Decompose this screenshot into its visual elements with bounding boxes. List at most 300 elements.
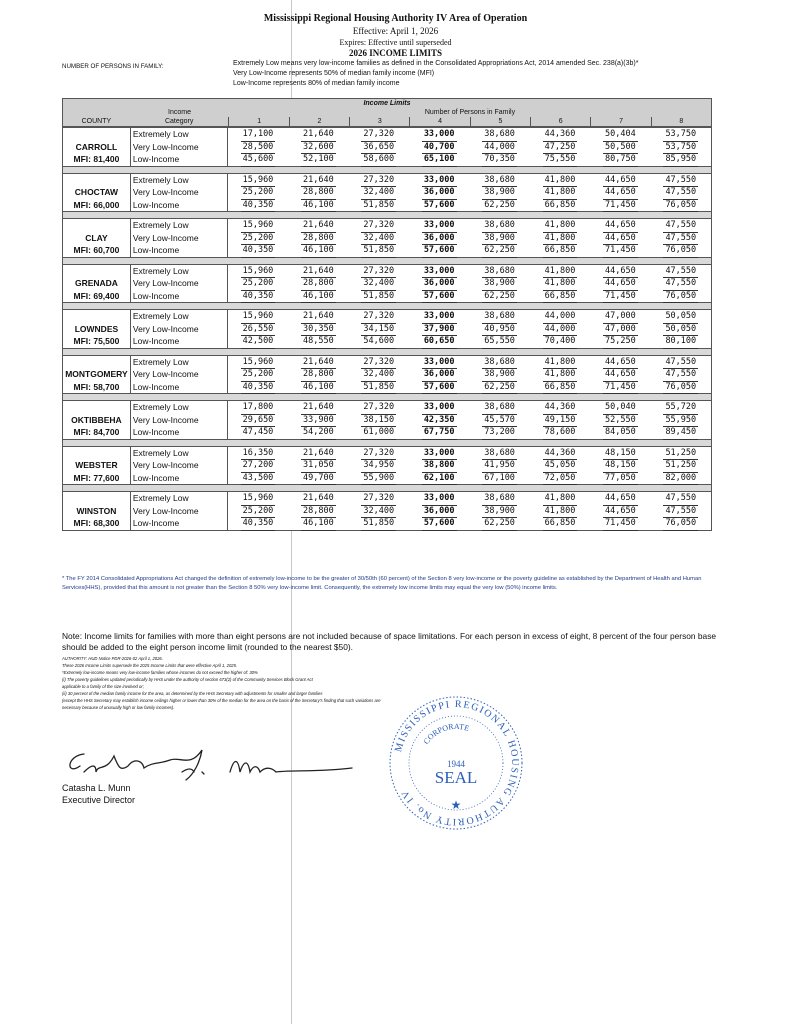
income-limit-cell bbox=[409, 517, 469, 530]
income-category: Extremely Low bbox=[130, 310, 228, 323]
county-name: OKTIBBEHA bbox=[71, 414, 122, 425]
income-limit-value: 44,360 bbox=[543, 128, 578, 142]
income-limit-cell bbox=[530, 472, 590, 485]
income-limit-value: 37,900 bbox=[422, 323, 457, 337]
income-limit-cell bbox=[590, 290, 650, 303]
income-limit-value: 27,320 bbox=[361, 174, 396, 188]
income-category: Low-Income bbox=[130, 381, 228, 394]
income-limit-cell bbox=[228, 414, 288, 427]
income-limits-table bbox=[62, 98, 712, 531]
table-row bbox=[63, 447, 711, 460]
income-limit-cell bbox=[530, 368, 590, 381]
income-limit-cell bbox=[651, 401, 711, 414]
income-limit-value: 28,800 bbox=[301, 505, 336, 519]
income-limit-cell bbox=[228, 517, 288, 530]
income-limit-cell bbox=[349, 447, 409, 460]
income-header: Income bbox=[168, 109, 191, 116]
income-limit-cell bbox=[651, 232, 711, 245]
income-limit-cell bbox=[530, 426, 590, 439]
income-limit-value: 80,750 bbox=[603, 153, 638, 167]
income-limit-value: 47,450 bbox=[241, 426, 276, 440]
income-limit-cell bbox=[349, 335, 409, 348]
income-limit-cell bbox=[469, 310, 529, 323]
income-limit-cell bbox=[530, 323, 590, 336]
income-limit-cell bbox=[288, 244, 348, 257]
income-limit-cell bbox=[530, 219, 590, 232]
income-limit-value: 40,350 bbox=[241, 244, 276, 258]
income-limit-value: 25,200 bbox=[241, 232, 276, 246]
table-row bbox=[63, 323, 711, 336]
income-limit-cell bbox=[409, 426, 469, 439]
income-limit-cell bbox=[228, 492, 288, 505]
svg-text:CORPORATE bbox=[422, 722, 471, 746]
income-limit-cell bbox=[530, 381, 590, 394]
income-limit-cell bbox=[469, 426, 529, 439]
income-limit-value: 38,680 bbox=[482, 174, 517, 188]
income-limit-value: 48,550 bbox=[301, 335, 336, 349]
income-category: Extremely Low bbox=[130, 265, 228, 278]
income-limit-value: 44,650 bbox=[603, 505, 638, 519]
income-limit-cell bbox=[530, 290, 590, 303]
income-limit-value: 58,600 bbox=[361, 153, 396, 167]
income-limit-value: 41,800 bbox=[543, 277, 578, 291]
income-limit-value: 51,850 bbox=[361, 199, 396, 213]
authority-line: (i) The poverty guidelines updated periodically by HHS under the authority of section 673(2) of the Community Services Block Grant Act bbox=[62, 677, 313, 682]
income-limit-value: 32,400 bbox=[361, 505, 396, 519]
income-limit-cell bbox=[530, 174, 590, 187]
income-limit-value: 34,150 bbox=[361, 323, 396, 337]
income-limit-value: 76,050 bbox=[663, 290, 698, 304]
income-limit-cell bbox=[288, 323, 348, 336]
income-limit-cell bbox=[530, 244, 590, 257]
income-limit-value: 82,000 bbox=[663, 472, 698, 486]
income-limit-value: 73,200 bbox=[482, 426, 517, 440]
income-limit-cell bbox=[228, 153, 288, 166]
persons-col-header: 1 bbox=[228, 117, 288, 126]
authority-line: necessary because of unusually high or low family incomes). bbox=[62, 705, 175, 710]
county-header: COUNTY bbox=[81, 118, 112, 125]
income-limit-value: 48,150 bbox=[603, 459, 638, 473]
income-limit-cell bbox=[228, 368, 288, 381]
income-limit-value: 33,000 bbox=[422, 174, 457, 188]
income-limit-cell bbox=[590, 335, 650, 348]
income-limit-cell bbox=[349, 232, 409, 245]
table-row bbox=[63, 381, 711, 394]
income-limit-cell bbox=[349, 153, 409, 166]
income-limit-cell bbox=[288, 459, 348, 472]
income-limit-value: 47,550 bbox=[663, 174, 698, 188]
income-limit-value: 44,650 bbox=[603, 368, 638, 382]
income-limit-value: 21,640 bbox=[301, 447, 336, 461]
county-block bbox=[62, 400, 712, 440]
income-limit-cell bbox=[530, 447, 590, 460]
income-limit-cell bbox=[651, 219, 711, 232]
table-row bbox=[63, 401, 711, 414]
income-limit-value: 54,200 bbox=[301, 426, 336, 440]
income-limit-value: 47,550 bbox=[663, 186, 698, 200]
persons-col-header: 4 bbox=[409, 117, 469, 126]
income-limit-value: 40,350 bbox=[241, 517, 276, 531]
income-limit-value: 47,550 bbox=[663, 232, 698, 246]
income-limit-cell bbox=[228, 219, 288, 232]
income-limit-cell bbox=[590, 356, 650, 369]
income-limit-cell bbox=[590, 174, 650, 187]
income-limit-cell bbox=[530, 232, 590, 245]
income-limit-value: 50,040 bbox=[603, 401, 638, 415]
income-limit-cell bbox=[590, 426, 650, 439]
income-limit-value: 38,150 bbox=[361, 414, 396, 428]
income-limit-cell bbox=[288, 310, 348, 323]
income-limit-value: 36,000 bbox=[422, 186, 457, 200]
income-limit-value: 44,650 bbox=[603, 356, 638, 370]
income-limit-value: 71,450 bbox=[603, 199, 638, 213]
income-limit-cell bbox=[228, 244, 288, 257]
income-limit-value: 66,850 bbox=[543, 517, 578, 531]
income-limit-value: 36,000 bbox=[422, 505, 457, 519]
income-limit-cell bbox=[590, 244, 650, 257]
income-limit-value: 62,250 bbox=[482, 381, 517, 395]
income-limit-cell bbox=[469, 505, 529, 518]
income-limit-value: 38,800 bbox=[422, 459, 457, 473]
income-limit-cell bbox=[590, 277, 650, 290]
income-limit-value: 38,680 bbox=[482, 492, 517, 506]
income-limit-value: 45,570 bbox=[482, 414, 517, 428]
income-limit-cell bbox=[590, 368, 650, 381]
income-limit-cell bbox=[590, 265, 650, 278]
income-limit-cell bbox=[651, 244, 711, 257]
income-limit-cell bbox=[228, 335, 288, 348]
persons-col-header: 3 bbox=[349, 117, 409, 126]
income-limit-value: 29,650 bbox=[241, 414, 276, 428]
income-limit-cell bbox=[409, 472, 469, 485]
table-row bbox=[63, 199, 711, 212]
income-limit-value: 66,850 bbox=[543, 290, 578, 304]
income-limit-value: 55,900 bbox=[361, 472, 396, 486]
income-limit-cell bbox=[288, 174, 348, 187]
county-block bbox=[62, 309, 712, 349]
income-limit-value: 33,000 bbox=[422, 265, 457, 279]
income-limit-value: 32,400 bbox=[361, 186, 396, 200]
income-category: Low-Income bbox=[130, 426, 228, 439]
income-limit-value: 65,550 bbox=[482, 335, 517, 349]
income-limit-cell bbox=[409, 128, 469, 141]
income-category: Low-Income bbox=[130, 335, 228, 348]
income-limit-value: 53,750 bbox=[663, 128, 698, 142]
income-limit-value: 36,000 bbox=[422, 368, 457, 382]
income-category: Extremely Low bbox=[130, 401, 228, 414]
income-limit-cell bbox=[469, 323, 529, 336]
income-limit-cell bbox=[469, 459, 529, 472]
persons-col-header: 7 bbox=[590, 117, 650, 126]
income-limit-value: 38,900 bbox=[482, 505, 517, 519]
category-header: Category bbox=[164, 118, 194, 125]
income-limit-cell bbox=[409, 505, 469, 518]
income-limit-cell bbox=[469, 128, 529, 141]
income-limit-value: 75,550 bbox=[543, 153, 578, 167]
income-limit-value: 67,750 bbox=[422, 426, 457, 440]
income-limit-value: 38,680 bbox=[482, 356, 517, 370]
income-limit-cell bbox=[651, 459, 711, 472]
income-category: Very Low-Income bbox=[130, 141, 228, 154]
income-limit-value: 47,550 bbox=[663, 505, 698, 519]
income-limit-value: 26,550 bbox=[241, 323, 276, 337]
expiration-note: Expires: Effective until superseded bbox=[339, 38, 452, 47]
income-limit-cell bbox=[530, 401, 590, 414]
income-limit-cell bbox=[590, 153, 650, 166]
income-limit-value: 77,050 bbox=[603, 472, 638, 486]
income-limit-cell bbox=[288, 414, 348, 427]
income-limit-value: 40,950 bbox=[482, 323, 517, 337]
income-limit-value: 84,050 bbox=[603, 426, 638, 440]
income-limit-value: 27,200 bbox=[241, 459, 276, 473]
income-limit-value: 46,100 bbox=[301, 517, 336, 531]
income-limit-cell bbox=[530, 335, 590, 348]
income-limit-value: 33,900 bbox=[301, 414, 336, 428]
table-row bbox=[63, 153, 711, 166]
income-category: Very Low-Income bbox=[130, 459, 228, 472]
document-subtitle: 2026 INCOME LIMITS bbox=[348, 48, 442, 58]
county-name: CLAY bbox=[85, 232, 108, 243]
income-limit-value: 33,000 bbox=[422, 356, 457, 370]
income-limit-value: 78,600 bbox=[543, 426, 578, 440]
income-limit-value: 33,000 bbox=[422, 492, 457, 506]
income-limit-value: 76,050 bbox=[663, 381, 698, 395]
table-row bbox=[63, 368, 711, 381]
county-block bbox=[62, 491, 712, 531]
income-limit-cell bbox=[590, 492, 650, 505]
authority-line: applicable to a family of the size involved or; bbox=[62, 684, 144, 689]
income-limit-value: 50,404 bbox=[603, 128, 638, 142]
income-limit-cell bbox=[651, 277, 711, 290]
income-limit-value: 27,320 bbox=[361, 310, 396, 324]
income-limit-cell bbox=[349, 244, 409, 257]
income-limit-value: 41,800 bbox=[543, 232, 578, 246]
county-block bbox=[62, 446, 712, 486]
income-limit-cell bbox=[651, 368, 711, 381]
income-limit-cell bbox=[469, 232, 529, 245]
income-limit-cell bbox=[590, 323, 650, 336]
income-limit-value: 27,320 bbox=[361, 447, 396, 461]
income-limit-value: 38,900 bbox=[482, 368, 517, 382]
income-limit-value: 31,050 bbox=[301, 459, 336, 473]
income-limit-value: 76,050 bbox=[663, 244, 698, 258]
income-limit-value: 46,100 bbox=[301, 290, 336, 304]
income-limit-cell bbox=[651, 141, 711, 154]
income-limit-value: 15,960 bbox=[241, 174, 276, 188]
income-limit-cell bbox=[651, 310, 711, 323]
income-category: Extremely Low bbox=[130, 447, 228, 460]
income-limit-cell bbox=[288, 335, 348, 348]
income-limit-value: 36,000 bbox=[422, 277, 457, 291]
income-limit-value: 71,450 bbox=[603, 517, 638, 531]
seal-outer-text: MISSISSIPPI REGIONAL HOUSING AUTHORITY No. IV bbox=[393, 698, 521, 828]
income-limit-value: 21,640 bbox=[301, 265, 336, 279]
income-limit-cell bbox=[288, 505, 348, 518]
income-limit-cell bbox=[349, 368, 409, 381]
income-limit-cell bbox=[590, 414, 650, 427]
income-limit-cell bbox=[409, 459, 469, 472]
table-row bbox=[63, 232, 711, 245]
income-limit-cell bbox=[590, 141, 650, 154]
income-limit-cell bbox=[288, 356, 348, 369]
income-limit-cell bbox=[349, 199, 409, 212]
income-limit-value: 70,350 bbox=[482, 153, 517, 167]
table-row bbox=[63, 356, 711, 369]
income-category: Low-Income bbox=[130, 472, 228, 485]
income-limit-value: 33,000 bbox=[422, 447, 457, 461]
income-limit-value: 28,800 bbox=[301, 277, 336, 291]
income-limit-value: 48,150 bbox=[603, 447, 638, 461]
income-limit-cell bbox=[288, 265, 348, 278]
income-limit-cell bbox=[469, 517, 529, 530]
income-limit-cell bbox=[530, 414, 590, 427]
county-mfi: MFI: 69,400 bbox=[73, 290, 120, 301]
income-limit-cell bbox=[651, 153, 711, 166]
income-limit-cell bbox=[409, 153, 469, 166]
authority-notes bbox=[62, 655, 392, 711]
income-limit-cell bbox=[349, 505, 409, 518]
income-limit-value: 52,550 bbox=[603, 414, 638, 428]
income-limit-value: 25,200 bbox=[241, 505, 276, 519]
income-limit-value: 27,320 bbox=[361, 401, 396, 415]
income-limit-value: 40,700 bbox=[422, 141, 457, 155]
table-row bbox=[63, 517, 711, 530]
income-limit-value: 25,200 bbox=[241, 368, 276, 382]
income-category: Low-Income bbox=[130, 153, 228, 166]
income-limit-value: 47,550 bbox=[663, 277, 698, 291]
table-banner: Income Limits bbox=[363, 100, 411, 107]
county-mfi: MFI: 75,500 bbox=[73, 336, 120, 346]
income-limit-value: 57,600 bbox=[422, 517, 457, 531]
table-row bbox=[63, 128, 711, 141]
county-name: MONTGOMERY bbox=[65, 369, 128, 379]
income-limit-value: 75,250 bbox=[603, 335, 638, 349]
income-limit-value: 33,000 bbox=[422, 310, 457, 324]
income-limit-cell bbox=[228, 426, 288, 439]
income-limit-cell bbox=[349, 401, 409, 414]
income-limit-value: 38,680 bbox=[482, 219, 517, 233]
income-limit-value: 50,500 bbox=[603, 141, 638, 155]
county-name: GRENADA bbox=[74, 278, 118, 288]
income-limit-cell bbox=[469, 401, 529, 414]
table-row bbox=[63, 414, 711, 427]
income-limit-cell bbox=[590, 505, 650, 518]
table-row bbox=[63, 426, 711, 439]
income-limit-value: 44,000 bbox=[543, 323, 578, 337]
income-limit-value: 52,100 bbox=[301, 153, 336, 167]
income-limit-cell bbox=[409, 219, 469, 232]
income-limit-cell bbox=[651, 414, 711, 427]
income-limit-value: 41,800 bbox=[543, 219, 578, 233]
income-limit-value: 15,960 bbox=[241, 356, 276, 370]
income-limit-cell bbox=[409, 414, 469, 427]
county-mfi: MFI: 81,400 bbox=[73, 154, 120, 164]
income-limit-cell bbox=[651, 186, 711, 199]
income-limit-value: 40,350 bbox=[241, 381, 276, 395]
income-limit-cell bbox=[349, 356, 409, 369]
income-limit-value: 62,250 bbox=[482, 290, 517, 304]
income-limit-value: 36,650 bbox=[361, 141, 396, 155]
income-limit-cell bbox=[228, 472, 288, 485]
income-limit-value: 21,640 bbox=[301, 492, 336, 506]
income-limit-cell bbox=[288, 426, 348, 439]
income-limit-cell bbox=[228, 356, 288, 369]
table-row bbox=[63, 335, 711, 348]
income-limit-cell bbox=[288, 517, 348, 530]
income-limit-cell bbox=[469, 381, 529, 394]
income-limit-cell bbox=[651, 492, 711, 505]
income-limit-value: 32,400 bbox=[361, 232, 396, 246]
income-limit-cell bbox=[288, 492, 348, 505]
income-limit-value: 17,800 bbox=[241, 401, 276, 415]
county-name: CARROLL bbox=[75, 141, 118, 152]
income-limit-cell bbox=[349, 517, 409, 530]
income-limit-cell bbox=[409, 186, 469, 199]
document-title: Mississippi Regional Housing Authority IV Area of Operation bbox=[263, 13, 528, 24]
income-limit-value: 15,960 bbox=[241, 265, 276, 279]
income-limit-value: 44,650 bbox=[603, 265, 638, 279]
table-row bbox=[63, 219, 711, 232]
income-limit-value: 42,500 bbox=[241, 335, 276, 349]
income-limit-cell bbox=[651, 517, 711, 530]
income-limit-cell bbox=[409, 199, 469, 212]
income-limit-value: 41,800 bbox=[543, 174, 578, 188]
income-limit-cell bbox=[469, 174, 529, 187]
table-banner-row bbox=[62, 98, 712, 108]
income-limit-cell bbox=[288, 219, 348, 232]
note: Note: Income limits for families with more than eight persons are not included because of space limitations. For each person in excess of eight, 8 percent of the four person base should be added to the eight person income limit (rounded to the nearest $50). bbox=[62, 631, 717, 652]
income-category: Low-Income bbox=[130, 517, 228, 530]
income-category: Low-Income bbox=[130, 290, 228, 303]
income-limit-value: 38,900 bbox=[482, 232, 517, 246]
income-limit-cell bbox=[469, 290, 529, 303]
income-limit-value: 41,800 bbox=[543, 265, 578, 279]
income-limit-cell bbox=[228, 128, 288, 141]
persons-in-family-label: NUMBER OF PERSONS IN FAMILY: bbox=[62, 63, 164, 70]
income-category: Extremely Low bbox=[130, 128, 228, 141]
income-limit-value: 38,900 bbox=[482, 277, 517, 291]
income-limit-cell bbox=[349, 414, 409, 427]
income-limit-value: 45,050 bbox=[543, 459, 578, 473]
income-category: Extremely Low bbox=[130, 492, 228, 505]
income-limit-cell bbox=[228, 447, 288, 460]
income-limit-value: 42,350 bbox=[422, 414, 457, 428]
income-limit-cell bbox=[349, 472, 409, 485]
income-limit-value: 47,000 bbox=[603, 323, 638, 337]
income-limit-cell bbox=[349, 277, 409, 290]
income-limit-value: 28,500 bbox=[241, 141, 276, 155]
income-limit-cell bbox=[469, 244, 529, 257]
income-limit-value: 51,850 bbox=[361, 517, 396, 531]
county-cell bbox=[63, 219, 130, 232]
income-limit-cell bbox=[590, 401, 650, 414]
income-limit-value: 66,850 bbox=[543, 244, 578, 258]
income-limit-cell bbox=[651, 381, 711, 394]
income-limit-value: 57,600 bbox=[422, 199, 457, 213]
income-limit-value: 62,250 bbox=[482, 199, 517, 213]
income-limit-cell bbox=[409, 368, 469, 381]
signatory bbox=[62, 782, 135, 806]
income-limit-cell bbox=[288, 368, 348, 381]
table-row bbox=[63, 290, 711, 303]
income-limit-cell bbox=[651, 323, 711, 336]
income-limit-cell bbox=[590, 459, 650, 472]
income-limit-value: 62,100 bbox=[422, 472, 457, 486]
county-cell bbox=[63, 128, 130, 141]
income-limit-value: 25,200 bbox=[241, 186, 276, 200]
table-row bbox=[63, 141, 711, 154]
income-limit-value: 33,000 bbox=[422, 401, 457, 415]
